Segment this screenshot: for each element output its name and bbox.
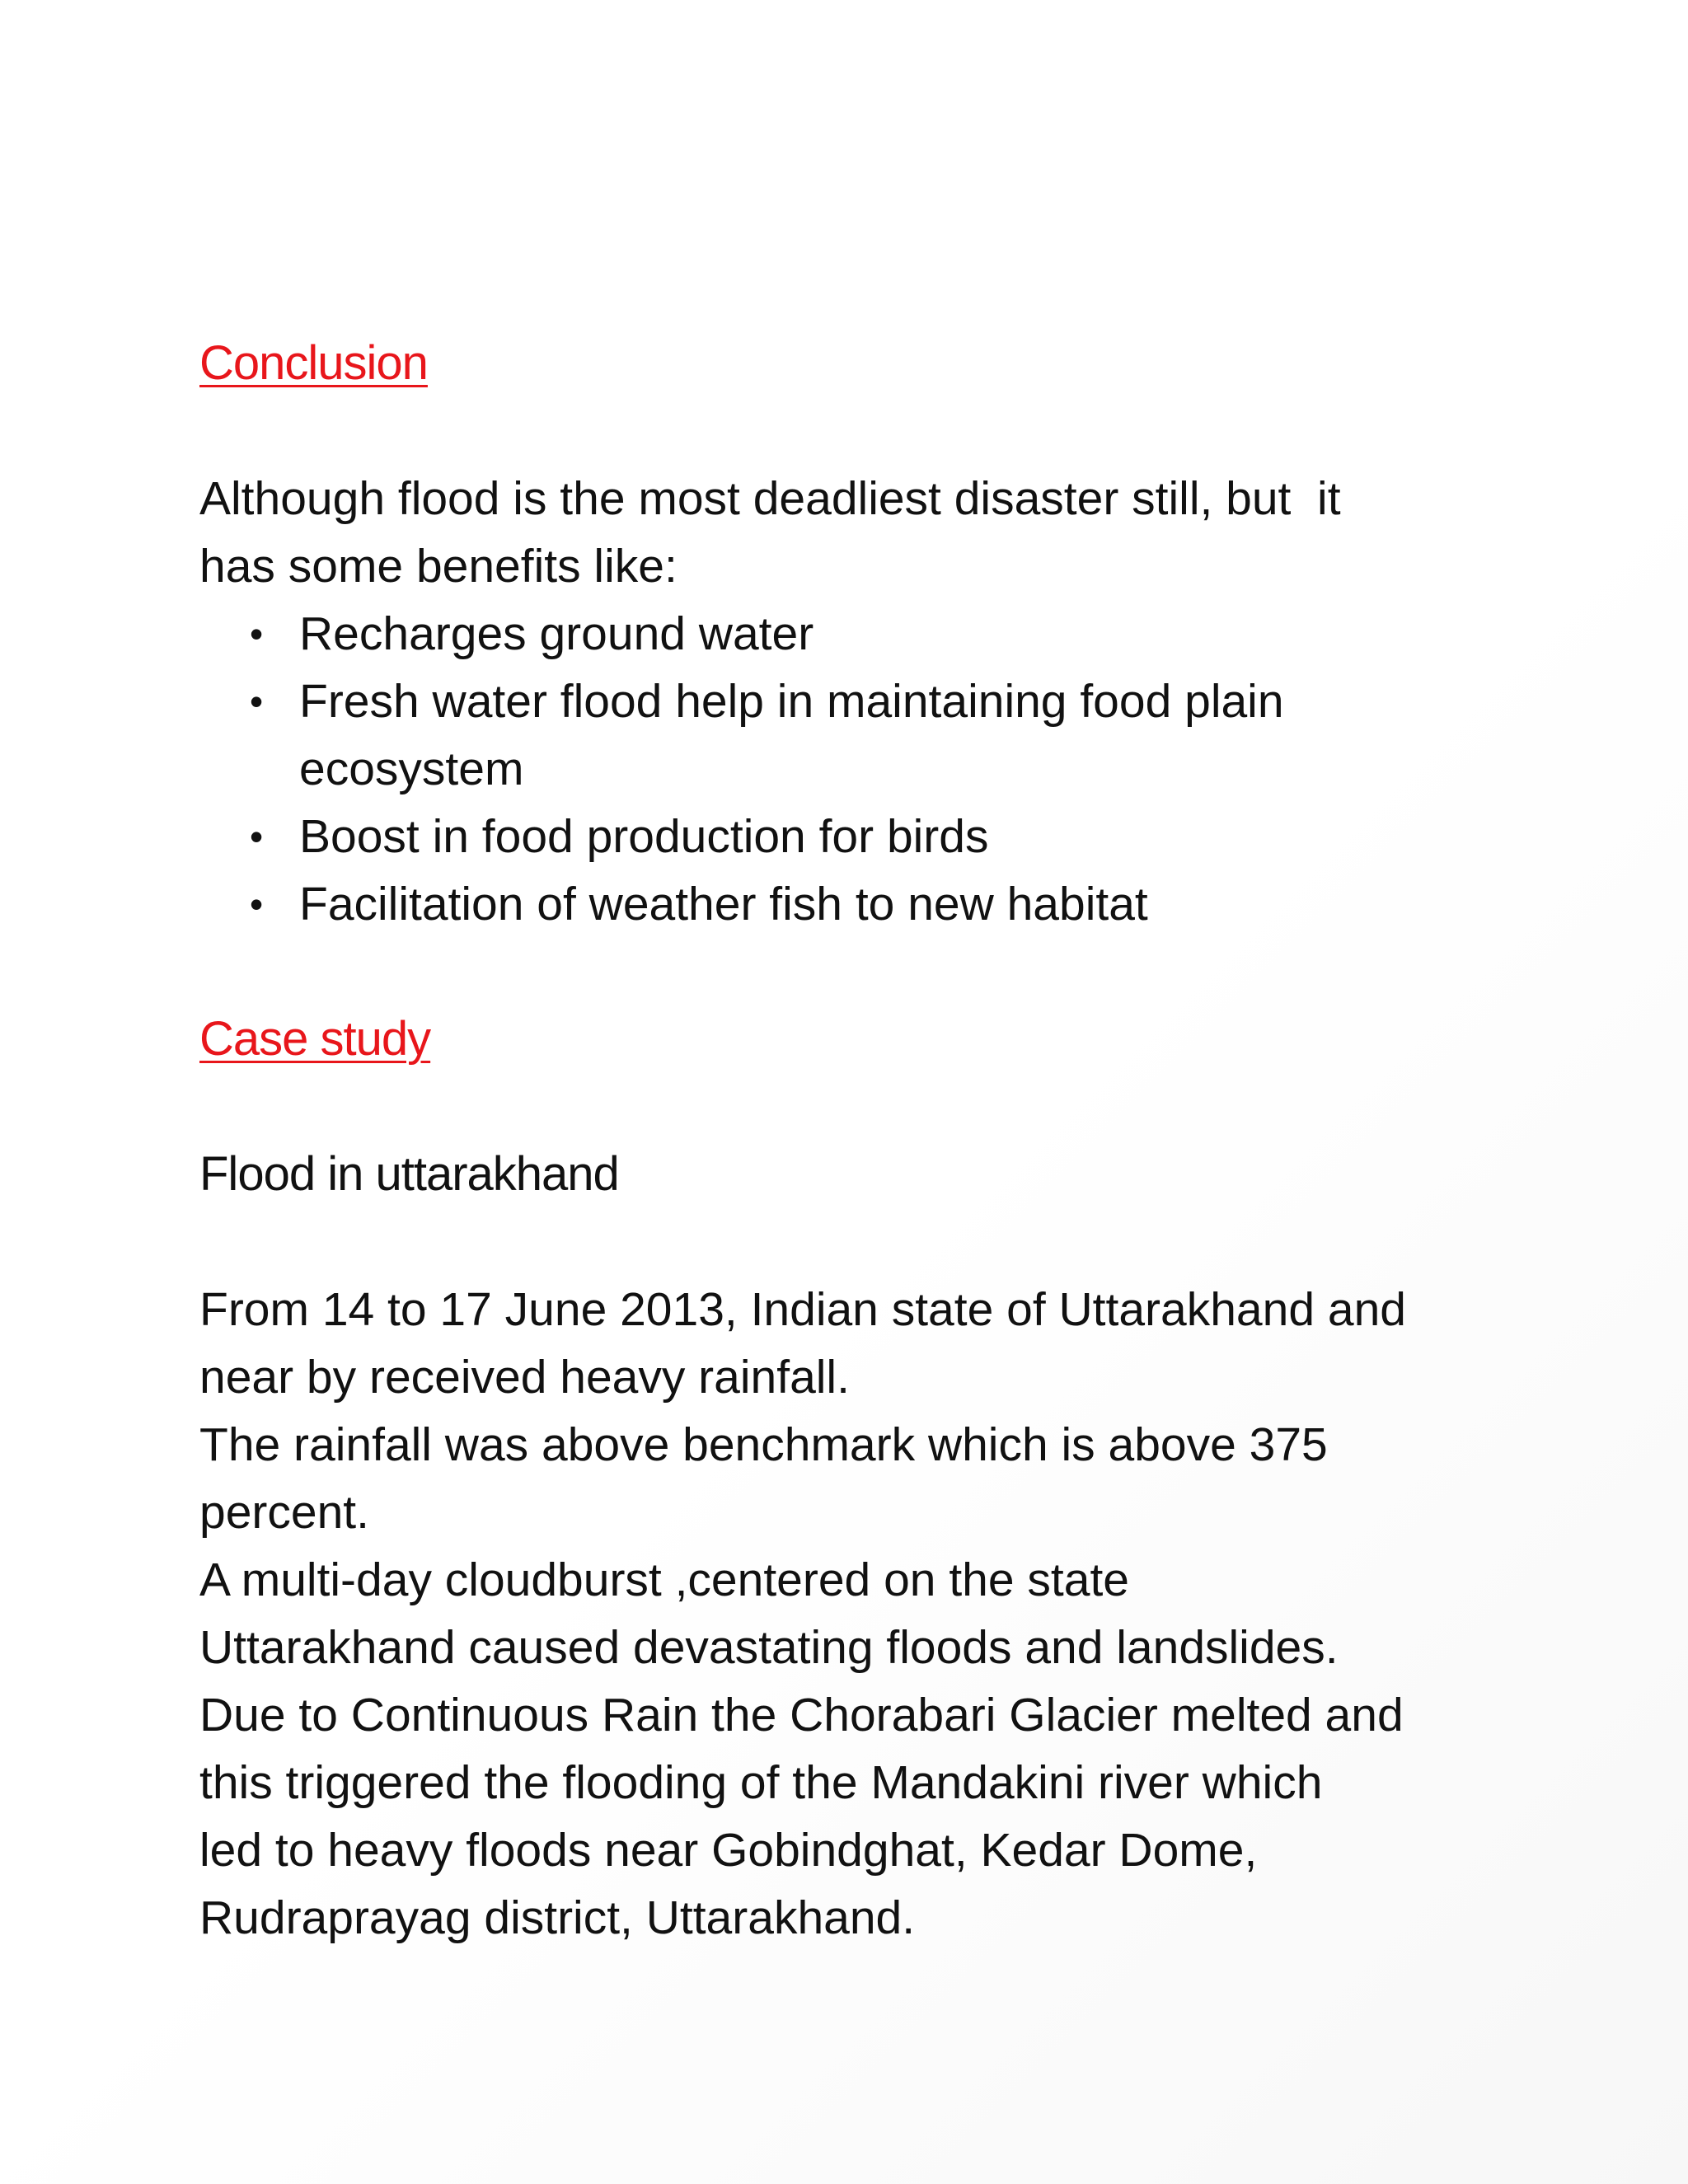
spacer [199, 1073, 1502, 1141]
case-study-line: near by received heavy rainfall. [199, 1351, 850, 1404]
spacer [199, 938, 1502, 1005]
conclusion-intro-line-1: Although flood is the most deadliest disaster still, but it [199, 472, 1341, 525]
page-content [199, 330, 1502, 1952]
bullet-icon: • [250, 815, 264, 858]
case-study-line: percent. [199, 1486, 369, 1539]
list-item [250, 870, 1502, 938]
conclusion-heading: Conclusion [199, 336, 428, 390]
list-item-text: Fresh water flood help in maintaining food plain ecosystem [299, 675, 1284, 795]
case-study-line: Rudraprayag district, Uttarakhand. [199, 1891, 916, 1944]
list-item [250, 803, 1502, 870]
case-study-line: Due to Continuous Rain the Chorabari Glacier melted and [199, 1689, 1404, 1741]
case-study-line: The rainfall was above benchmark which is above 375 [199, 1418, 1328, 1471]
list-item [250, 600, 1502, 668]
spacer [199, 1208, 1502, 1276]
case-study-line: From 14 to 17 June 2013, Indian state of Uttarakhand and [199, 1283, 1406, 1336]
spacer [199, 397, 1502, 465]
case-study-line: this triggered the flooding of the Mandakini river which [199, 1756, 1323, 1809]
benefits-list [199, 600, 1502, 938]
list-item [250, 668, 1494, 803]
case-study-line: led to heavy floods near Gobindghat, Kedar Dome, [199, 1824, 1258, 1877]
case-study-heading: Case study [199, 1012, 431, 1066]
list-item-text: Boost in food production for birds [299, 810, 989, 863]
bullet-icon: • [250, 680, 264, 723]
list-item-text: Facilitation of weather fish to new habitat [299, 878, 1148, 930]
case-study-line: A multi-day cloudburst ,centered on the state [199, 1554, 1129, 1606]
case-study-subheading: Flood in uttarakhand [199, 1147, 619, 1201]
conclusion-intro-line-2: has some benefits like: [199, 540, 678, 593]
list-item-text: Recharges ground water [299, 607, 814, 660]
case-study-line: Uttarakhand caused devastating floods and landslides. [199, 1621, 1339, 1674]
bullet-icon: • [250, 883, 264, 926]
bullet-icon: • [250, 612, 264, 655]
